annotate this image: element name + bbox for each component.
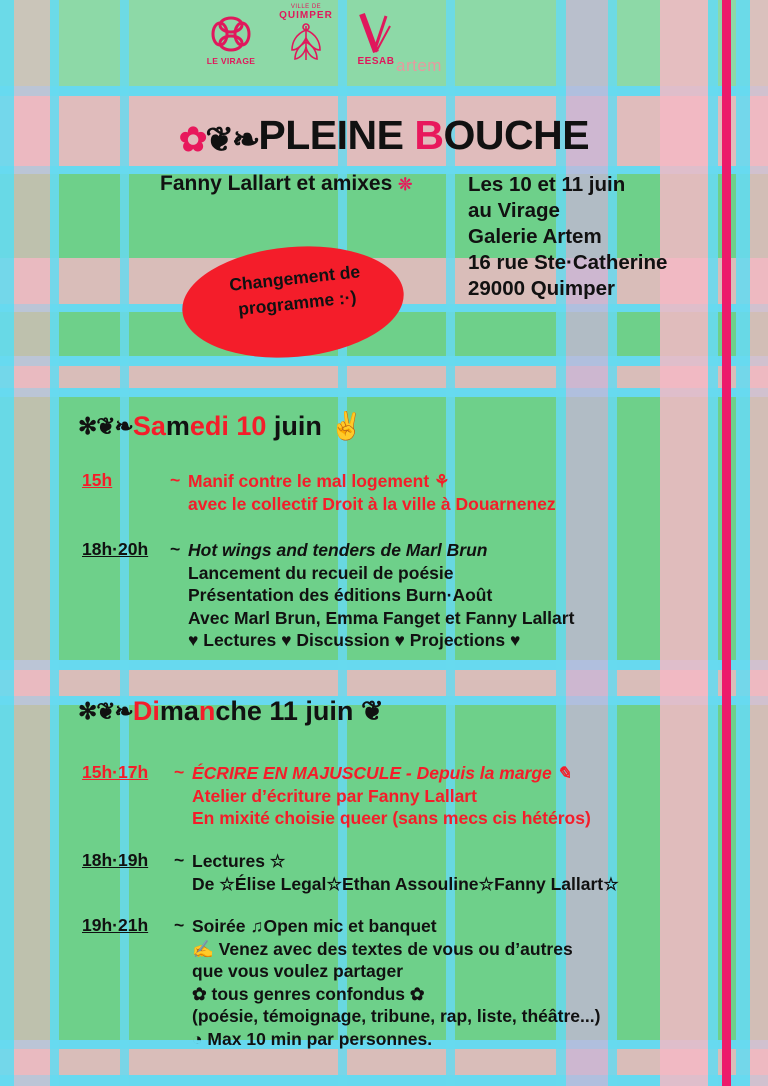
- subtitle-text: Fanny Lallart et amixes: [160, 172, 393, 195]
- entry-line: ♥ Lectures ♥ Discussion ♥ Projections ♥: [188, 630, 521, 650]
- title-text-accent: B: [414, 112, 444, 158]
- logo-quimper-top: VILLE DE: [290, 4, 322, 10]
- info-line: Galerie Artem: [468, 225, 602, 248]
- entry-lines: [188, 539, 768, 652]
- entry-lines: [192, 850, 768, 895]
- entry-lines: [188, 470, 748, 515]
- day-head-part: Sa: [132, 411, 166, 441]
- day-head-part: che 11 juin: [215, 696, 354, 726]
- entry-line: avec le collectif Droit à la ville à Douarnenez: [188, 493, 556, 514]
- day-head-part: edi 10: [189, 411, 267, 441]
- info-line: 29000 Quimper: [468, 277, 615, 300]
- peace-icon: ✌: [329, 411, 364, 441]
- entry-line: ✿ tous genres confondus ✿: [192, 983, 425, 1004]
- logo-artem-label: artem: [396, 56, 442, 75]
- entry-line: Lectures ☆: [192, 851, 286, 871]
- badge-line-2: programme :·): [237, 286, 358, 320]
- entry-line: Hot wings and tenders de Marl Brun: [188, 540, 488, 560]
- subtitle: [160, 172, 412, 196]
- badge-line-1: Changement de: [228, 261, 361, 295]
- entry-line: Soirée ♫Open mic et banquet: [192, 916, 437, 936]
- entry-line: ◔ Max 10 min par personnes.: [192, 1028, 433, 1049]
- entry-line: (poésie, témoignage, tribune, rap, liste, théâtre...): [192, 1006, 601, 1026]
- entry-tilde: ~: [174, 915, 185, 935]
- entry-lines: [192, 915, 768, 1050]
- day-head-part: ma: [159, 696, 199, 726]
- eesab-mark-icon: [356, 12, 396, 56]
- title-ornament-icon: ✿❦❧: [178, 121, 259, 159]
- logo-row: [190, 4, 470, 88]
- event-infos: [468, 172, 667, 302]
- logo-le-virage: [198, 14, 264, 66]
- entry-time: 15h·17h: [82, 762, 149, 782]
- entry-line: Présentation des éditions Burn·Août: [188, 585, 493, 605]
- entry-line: Manif contre le mal logement ⚘: [188, 471, 450, 491]
- entry-line: En mixité choisie queer (sans mecs cis hétéros): [192, 808, 591, 828]
- entry-tilde: ~: [170, 539, 181, 559]
- page-title: [0, 112, 768, 160]
- entry-line: De ☆Élise Legal☆Ethan Assouline☆Fanny Lallart☆: [192, 873, 619, 894]
- day-ornament-icon: ✻❦❧: [78, 413, 133, 439]
- cherry-icon: ❊: [398, 175, 413, 194]
- entry-tilde: ~: [174, 762, 185, 782]
- entry-time: 18h·20h: [82, 539, 149, 559]
- title-text-before: PLEINE: [258, 112, 415, 158]
- day-heading-saturday: [78, 410, 363, 442]
- day-head-part: Di: [132, 696, 160, 726]
- entry-time: 15h: [82, 470, 113, 490]
- entry-line: ÉCRIRE EN MAJUSCULE - Depuis la marge ✎: [192, 763, 572, 783]
- entry-time: 19h·21h: [82, 915, 149, 935]
- day-head-part: n: [198, 696, 216, 726]
- logo-quimper: [264, 4, 348, 64]
- info-line: 16 rue Ste·Catherine: [468, 251, 668, 274]
- entry-time: 18h·19h: [82, 850, 149, 870]
- entry-line: Atelier d’écriture par Fanny Lallart: [192, 785, 477, 806]
- logo-le-virage-label: LE VIRAGE: [206, 56, 256, 66]
- virage-mark-icon: [208, 14, 254, 54]
- day-head-part: m: [165, 411, 190, 441]
- title-text-after: OUCHE: [443, 112, 590, 158]
- entry-line: Lancement du recueil de poésie: [188, 562, 454, 583]
- logo-eesab-label: EESAB: [357, 56, 395, 67]
- entry-lines: [192, 762, 768, 830]
- day-heading-sunday: [78, 696, 384, 727]
- entry-line: Avec Marl Brun, Emma Fanget et Fanny Lallart: [188, 607, 575, 628]
- day-head-part: juin: [266, 411, 322, 441]
- quimper-crest-icon: [284, 22, 328, 64]
- entry-tilde: ~: [174, 850, 185, 870]
- day-ornament-icon: ✻❦❧: [78, 698, 133, 724]
- entry-line: ✍ Venez avec des textes de vous ou d’autres: [192, 938, 573, 959]
- logo-quimper-name: QUIMPER: [279, 10, 333, 21]
- entry-line: que vous voulez partager: [192, 961, 404, 981]
- speech-bubble-icon: ❦: [360, 696, 384, 726]
- info-line: au Virage: [468, 199, 560, 222]
- entry-tilde: ~: [170, 470, 181, 490]
- info-line: Les 10 et 11 juin: [468, 173, 626, 196]
